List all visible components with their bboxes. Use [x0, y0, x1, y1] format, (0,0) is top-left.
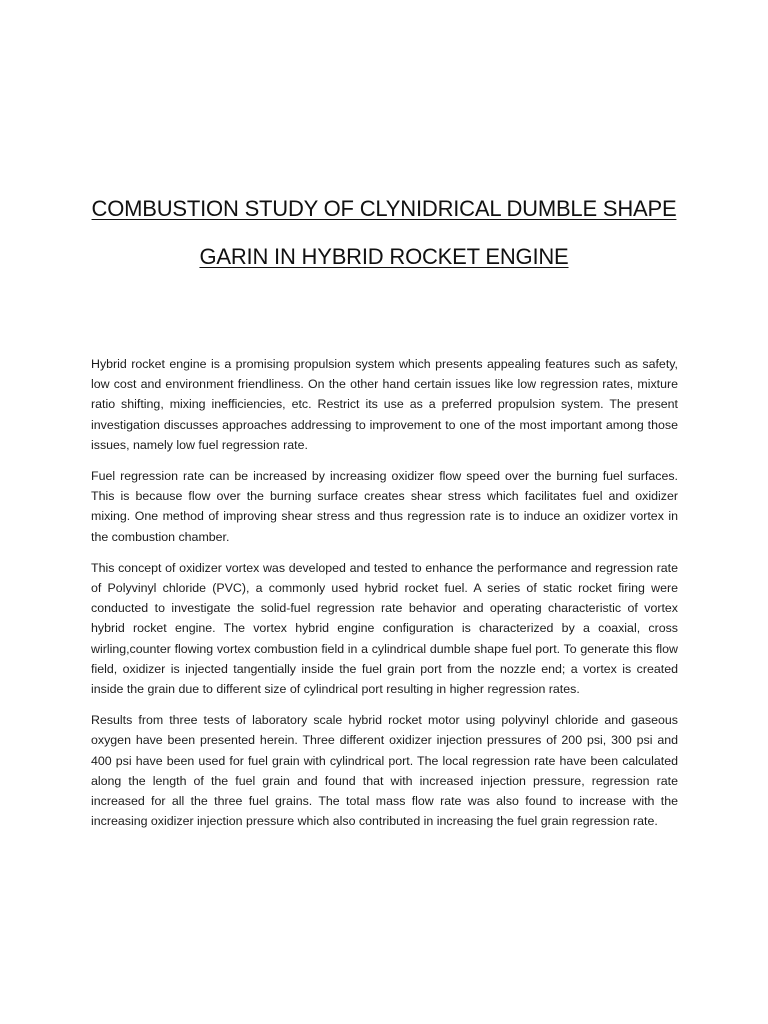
document-title-line-2: GARIN IN HYBRID ROCKET ENGINE: [199, 244, 569, 269]
document-title-line-1: COMBUSTION STUDY OF CLYNIDRICAL DUMBLE SHAPE: [91, 196, 677, 221]
document-body: [91, 354, 678, 842]
paragraph-results: Results from three tests of laboratory scale hybrid rocket motor using polyvinyl chloride and gaseous oxygen have been presented herein. Three different oxidizer injection pressures of 200 psi, 300 psi and 400 psi have been used for fuel grain with cylindrical port. The local regression rate have been calculated along the length of the fuel grain and found that with increased injection pressure, regression rate increased for all the three fuel grains. The total mass flow rate was also found to increase with the increasing oxidizer injection pressure which also contributed in increasing the fuel grain regression rate.: [91, 713, 678, 829]
paragraph-intro: Hybrid rocket engine is a promising propulsion system which presents appealing features such as safety, low cost and environment friendliness. On the other hand certain issues like low regression rates, mixture ratio shifting, mixing inefficiencies, etc. Restrict its use as a preferred propulsion system. The present investigation discusses approaches addressing to improvement to one of the most important among those issues, namely low fuel regression rate.: [91, 357, 678, 452]
title-block: [60, 194, 708, 272]
paragraph-regression-rate: Fuel regression rate can be increased by increasing oxidizer flow speed over the burning fuel surfaces. This is because flow over the burning surface creates shear stress which facilitates fuel and oxidizer mixing. One method of improving shear stress and thus regression rate is to induce an oxidizer vortex in the combustion chamber.: [91, 469, 678, 544]
paragraph-vortex-concept: This concept of oxidizer vortex was developed and tested to enhance the performance and regression rate of Polyvinyl chloride (PVC), a commonly used hybrid rocket fuel. A series of static rocket firing were conducted to investigate the solid-fuel regression rate behavior and operating characteristic of vortex hybrid rocket engine. The vortex hybrid engine configuration is characterized by a coaxial, cross wirling,counter flowing vortex combustion field in a cylindrical dumble shape fuel port. To generate this flow field, oxidizer is injected tangentially inside the fuel grain port from the nozzle end; a vortex is created inside the grain due to different size of cylindrical port resulting in higher regression rates.: [91, 560, 678, 697]
